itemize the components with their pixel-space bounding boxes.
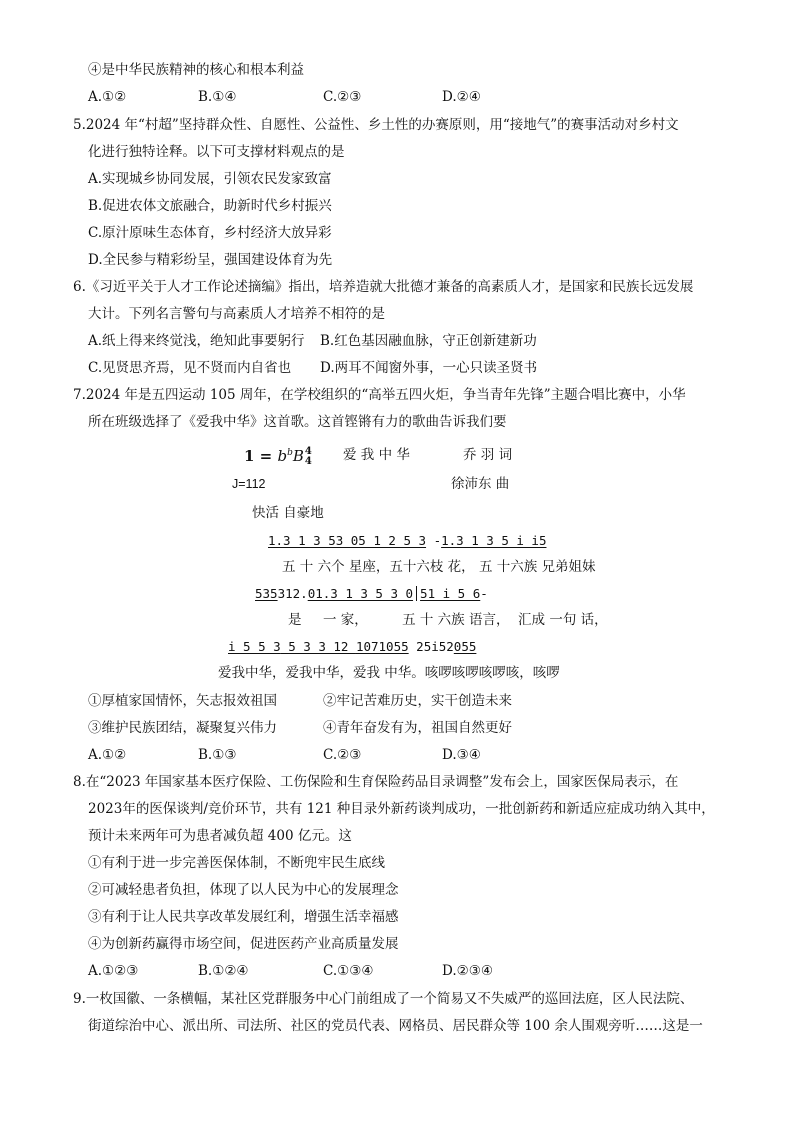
q8-item-4: ④为创新药赢得市场空间，促进医药产业高质量发展 [88, 936, 399, 952]
q8-stem-line-3: 预计未来两年可为患者减负超 400 亿元。这 [88, 828, 352, 844]
song-title: 爱 我 中 华 [343, 447, 410, 463]
notes-2-c: 01.3 1 3 5 3 0 [307, 586, 414, 601]
q5-option-a: A.实现城乡协同发展，引领农民发家致富 [88, 171, 332, 187]
q7-item-2: ②牢记苦难历史，实干创造未来 [323, 693, 512, 709]
notes-line-1 [268, 532, 546, 550]
q7-option-d: D.③④ [442, 747, 481, 763]
notes-line-2 [255, 585, 488, 603]
q7-item-4: ④青年奋发有为，祖国自然更好 [323, 720, 512, 736]
expression-marking: 快活 自豪地 [252, 505, 324, 521]
time-signature [305, 447, 312, 467]
q6-option-d: D.两耳不闻窗外事，一心只读圣贤书 [320, 360, 538, 376]
q5-option-c: C.原汁原味生态体育，乡村经济大放异彩 [88, 225, 332, 241]
q8-option-a: A.①②③ [88, 963, 139, 979]
key-b-sup: b [287, 448, 293, 458]
q4-option-a: A.①② [88, 89, 127, 105]
notes-1-c: 1.3 1 3 5 i i5 [441, 533, 547, 548]
time-top: 4 [304, 446, 312, 457]
q5-stem-line-2: 化进行独特诠释。以下可支撑材料观点的是 [88, 144, 345, 160]
q7-stem-line-2: 所在班级选择了《爱我中华》这首歌。这首铿锵有力的歌曲告诉我们要 [88, 414, 507, 430]
lyrics-line-3: 爱我中华，爱我中华，爱我 中华。咳啰咳啰咳啰咳，咳啰 [218, 665, 560, 681]
q7-item-1: ①厚植家国情怀，矢志报效祖国 [88, 693, 277, 709]
q7-option-c: C.②③ [323, 747, 362, 763]
notes-2-d: 51 i 5 6 [420, 586, 481, 601]
notes-1-a: 1.3 1 3 53 05 1 2 5 3 [268, 533, 427, 548]
q9-stem-line-2: 街道综治中心、派出所、司法所、社区的党员代表、网格员、居民群众等 100 余人围观旁听……这是一 [88, 1018, 703, 1034]
q6-option-b: B.红色基因融血脉，守正创新建新功 [320, 333, 537, 349]
key-prefix: 1 = [244, 447, 278, 465]
q6-option-c: C.见贤思齐焉，见不贤而内自省也 [88, 360, 292, 376]
notes-3-e: 055 [453, 639, 477, 654]
q6-stem-line-2: 大计。下列名言警句与高素质人才培养不相符的是 [88, 306, 385, 322]
q8-item-1: ①有利于进一步完善医保体制，不断兜牢民生底线 [88, 855, 385, 871]
time-bottom: 4 [304, 456, 312, 467]
q5-stem-line-1: 5.2024 年“村超”坚持群众性、自愿性、公益性、乡土性的办赛原则，用“接地气”的赛事活动对乡村文 [73, 117, 679, 133]
q8-option-c: C.①③④ [323, 963, 374, 979]
key-b-upper: B [292, 447, 304, 465]
notes-2-e: - [480, 586, 488, 601]
q6-option-a: A.纸上得来终觉浅，绝知此事要躬行 [88, 333, 305, 349]
q8-item-3: ③有利于让人民共享改革发展红利，增强生活幸福感 [88, 909, 399, 925]
q8-stem-line-1: 8.在“2023 年国家基本医疗保险、工伤保险和生育保险药品目录调整”发布会上，国家医保局表示，在 [73, 774, 679, 790]
q4-item-4: ④是中华民族精神的核心和根本利益 [88, 62, 304, 78]
q7-option-b: B.①③ [198, 747, 237, 763]
q7-option-a: A.①② [88, 747, 127, 763]
key-signature [244, 444, 312, 467]
notes-3-b: 5 3 3 12 [280, 639, 356, 654]
notes-line-3 [228, 638, 476, 656]
q6-stem-line-1: 6.《习近平关于人才工作论述摘编》指出，培养造就大批德才兼备的高素质人才，是国家和民族长远发展 [73, 279, 694, 295]
q4-option-c: C.②③ [323, 89, 362, 105]
notes-2-a: 535 [255, 586, 278, 601]
notes-2-b: 312. [277, 586, 308, 601]
q4-option-b: B.①④ [198, 89, 237, 105]
notes-3-a: i 5 5 3 [228, 639, 281, 654]
q5-option-d: D.全民参与精彩纷呈，强国建设体育为先 [88, 252, 333, 268]
q5-option-b: B.促进农体文旅融合，助新时代乡村振兴 [88, 198, 332, 214]
q8-option-d: D.②③④ [442, 963, 493, 979]
q8-item-2: ②可减轻患者负担，体现了以人民为中心的发展理念 [88, 882, 399, 898]
composer: 徐沛东 曲 [451, 476, 510, 492]
q4-option-d: D.②④ [442, 89, 481, 105]
lyrics-line-2: 是 一 家， 五 十 六族 语言， 汇成 一句 话， [288, 612, 608, 628]
q8-option-b: B.①②④ [198, 963, 249, 979]
barline [416, 586, 417, 601]
notes-1-b: - [426, 533, 442, 548]
q8-stem-line-2: 2023年的医保谈判/竞价环节，共有 121 种目录外新药谈判成功，一批创新药和新适应症成功纳入其中， [88, 801, 715, 817]
notes-3-d: 25i52 [408, 639, 454, 654]
key-b-lower: b [277, 447, 288, 465]
lyrics-line-1: 五 十 六个 星座，五十六枝 花， 五 十六族 兄弟姐妹 [282, 559, 596, 575]
lyricist: 乔 羽 词 [463, 447, 513, 463]
q7-item-3: ③维护民族团结，凝聚复兴伟力 [88, 720, 277, 736]
notes-3-c: 1071055 [355, 639, 409, 654]
tempo-marking: J=112 [232, 477, 266, 491]
q7-stem-line-1: 7.2024 年是五四运动 105 周年，在学校组织的“高举五四火炬，争当青年先锋”主题合唱比赛中，小华 [73, 387, 686, 403]
q9-stem-line-1: 9.一枚国徽、一条横幅，某社区党群服务中心门前组成了一个简易又不失威严的巡回法庭，区人民法院、 [73, 991, 694, 1007]
